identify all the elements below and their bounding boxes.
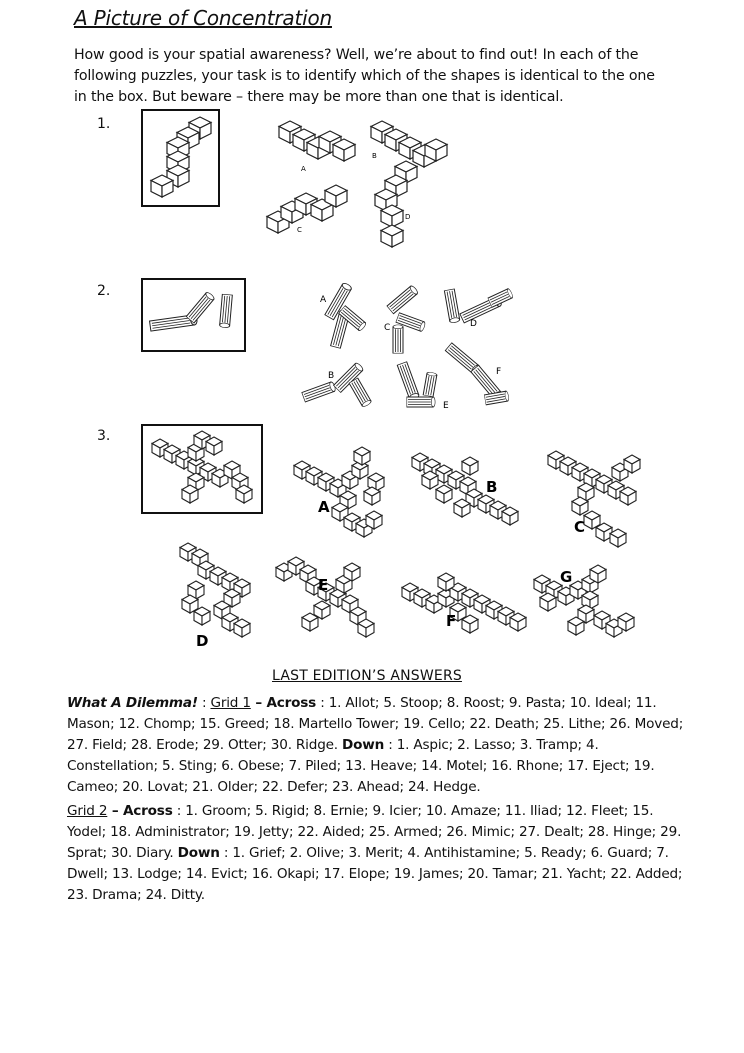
- puzzle-2-option-c-shape: [387, 285, 426, 353]
- puzzle-3-option-label: E: [318, 576, 329, 594]
- intro-line: following puzzles, your task is to identify which of the shapes is identical to the one: [74, 68, 655, 84]
- puzzle-3-option-a-shape: [294, 447, 384, 537]
- puzzle-1-option-label: A: [301, 165, 306, 173]
- puzzle-2-option-label: A: [320, 295, 327, 305]
- puzzle-3-option-f-shape: [402, 573, 526, 633]
- puzzle-2-option-label: D: [470, 319, 477, 329]
- puzzle-1-option-c-shape: [267, 185, 347, 233]
- puzzle-2-number: 2.: [97, 283, 111, 299]
- puzzle-3-number: 3.: [97, 428, 111, 444]
- grid-2-down-label: Down: [177, 845, 220, 861]
- grid-1-answers: [67, 693, 687, 798]
- grid-1-down-label: Down: [342, 737, 385, 753]
- puzzle-3-option-e-shape: [276, 557, 374, 637]
- puzzle-3-option-g-shape: [534, 565, 634, 637]
- grid-2-answers: [67, 801, 687, 906]
- puzzle-1-option-label: C: [297, 226, 302, 234]
- puzzle-2-option-e-shape: [397, 362, 437, 407]
- intro-line: How good is your spatial awareness? Well, we’re about to find out! In each of the: [74, 47, 639, 63]
- puzzle-1-option-label: B: [372, 152, 377, 160]
- puzzle-1-option-label: D: [405, 213, 411, 221]
- puzzle-2-option-a-shape: [325, 282, 367, 348]
- answers-section: [67, 693, 687, 909]
- puzzle-3-option-label: B: [486, 478, 498, 496]
- intro-line: in the box. But beware – there may be more than one that is identical.: [74, 89, 564, 105]
- puzzle-2-option-label: F: [496, 367, 502, 377]
- puzzle-1-option-d-shape: [375, 161, 417, 247]
- answers-puzzle-name: What A Dilemma!: [67, 695, 198, 711]
- puzzle-3-option-label: C: [574, 518, 586, 536]
- grid-2-down-answers: : 1. Grief; 2. Olive; 3. Merit; 4. Antihistamine; 5. Ready; 6. Guard; 7. Dwell; 13. Lodge; 14. Evict; 16. Okapi; 17. Elope; 19. James; 20. Tamar; 21. Yacht; 22. Added; 23. Drama; 24. Ditty.: [67, 845, 683, 903]
- grid-1-down-answers: : 1. Aspic; 2. Lasso; 3. Tramp; 4. Constellation; 5. Sting; 6. Obese; 7. Piled; 13. Heave; 14. Motel; 16. Rhone; 17. Eject; 19. Cameo; 20. Lovat; 21. Older; 22. Defer; 23. Ahead; 24. Hedge.: [67, 737, 655, 795]
- puzzle-3-option-label: D: [196, 632, 209, 650]
- puzzle-2-option-label: B: [328, 371, 335, 381]
- puzzle-3-option-c-shape: [548, 451, 640, 547]
- grid-1-across-label: Across: [266, 695, 317, 711]
- puzzle-1-reference-shape: [151, 117, 211, 197]
- puzzle-2-reference-shape: [150, 291, 233, 331]
- puzzle-3-option-d-shape: [180, 543, 250, 637]
- puzzle-1-number: 1.: [97, 116, 111, 132]
- puzzle-2-option-b-shape: [302, 362, 372, 408]
- puzzle-3-reference-shape: [152, 431, 252, 503]
- puzzle-3-option-b-shape: [412, 453, 518, 525]
- grid-1-dash: –: [250, 695, 267, 711]
- grid-1-across-answers: : 1. Allot; 5. Stoop; 8. Roost; 9. Pasta; 10. Ideal; 11. Mason; 12. Chomp; 15. Greed; 18. Martello Tower; 19. Cello; 22. Death; 25. Lithe; 26. Moved; 27. Field; 28. Erode; 29. Otter; 30. Ridge.: [67, 695, 684, 753]
- grid-2-dash: –: [107, 803, 123, 819]
- puzzle-3-option-label: G: [560, 568, 573, 586]
- puzzle-3-option-label: F: [446, 612, 457, 630]
- puzzle-3-option-label: A: [318, 498, 330, 516]
- puzzle-1-option-b-shape: [371, 121, 447, 167]
- grid-1-label: Grid 1: [210, 695, 251, 711]
- grid-2-across-label: Across: [122, 803, 173, 819]
- puzzle-2-option-d-shape: [444, 288, 513, 323]
- grid-2-label: Grid 2: [67, 803, 108, 819]
- answers-colon: :: [197, 695, 211, 711]
- grid-2-across-answers: : 1. Groom; 5. Rigid; 8. Ernie; 9. Icier; 10. Amaze; 11. Iliad; 12. Fleet; 15. Yodel; 18. Administrator; 19. Jetty; 22. Aided; 25. Armed; 26. Mimic; 27. Dealt; 28. Hinge; 29. Sprat; 30. Diary.: [67, 803, 682, 861]
- page-title: A Picture of Concentration: [74, 6, 332, 30]
- puzzle-2-option-label: E: [443, 401, 449, 411]
- answers-heading: LAST EDITION’S ANSWERS: [272, 668, 462, 684]
- puzzle-1-option-a-shape: [279, 121, 355, 161]
- puzzle-2-option-label: C: [384, 323, 391, 333]
